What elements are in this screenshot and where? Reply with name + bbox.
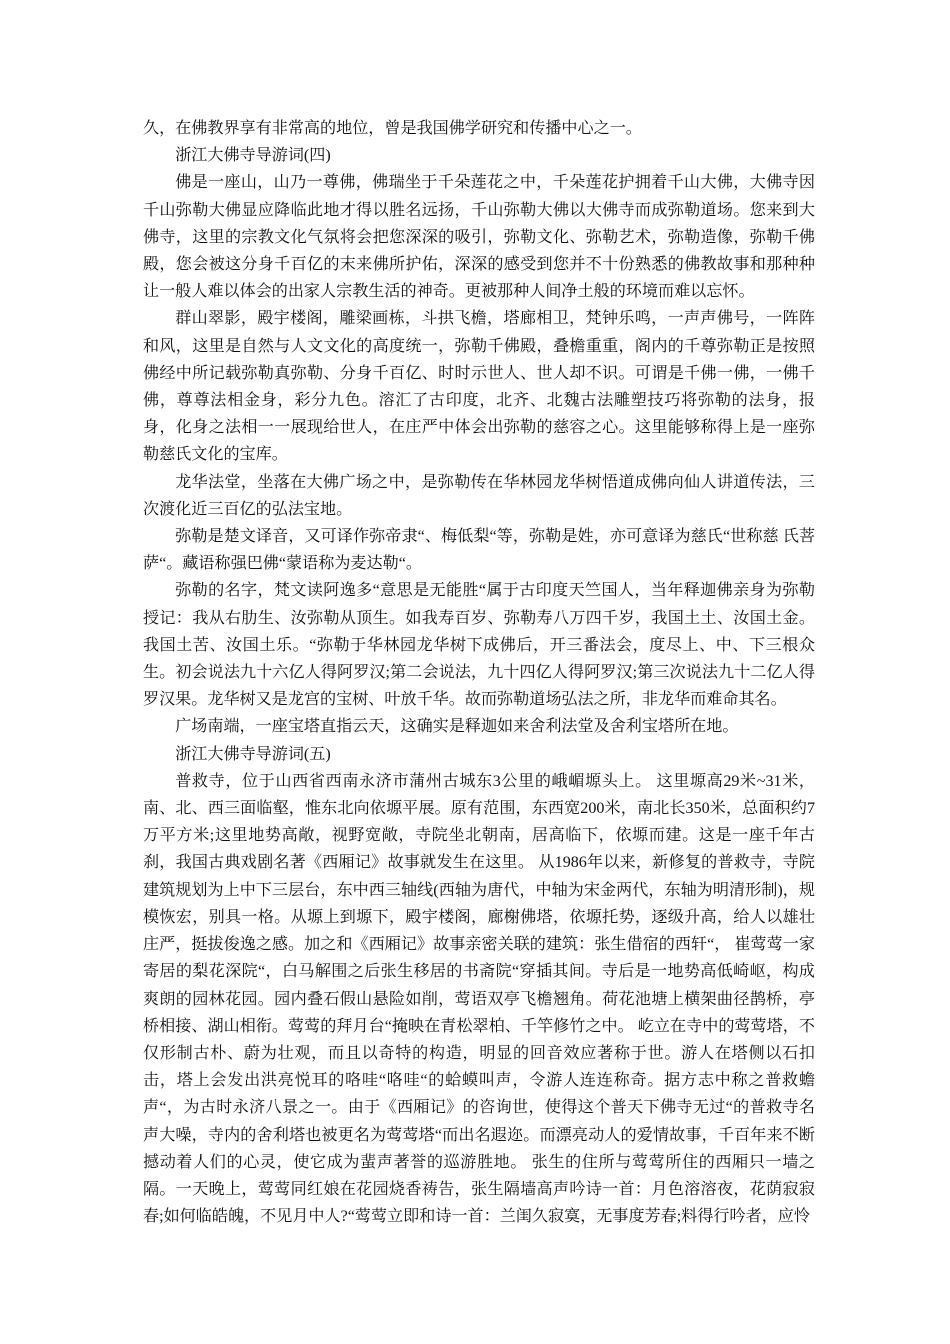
paragraph: 普救寺，位于山西省西南永济市蒲州古城东3公里的峨嵋塬头上。 这里塬高29米~31米，南、北、西三面临壑，惟东北向依塬平展。原有范围，东西宽200米，南北长350米，总面积约7万平方米;这里地势高敞，视野宽敞，寺院坐北朝南，居高临下，依塬而建。这是一座千年古刹，我国古典戏剧名著《西厢记》故事就发生在这里。 从1986年以来，新修复的普救寺，寺院建筑规划为上中下三层台，东中西三轴线(西轴为唐代，中轴为宋金两代，东轴为明清形制)，规模恢宏，别具一格。从塬上到塬下，殿宇楼阁，廊榭佛塔，依塬托势，逐级升高，给人以雄壮庄严，挺拔俊逸之感。加之和《西厢记》故事亲密关联的建筑：张生借宿的西轩“， 崔莺莺一家寄居的梨花深院“，白马解围之后张生移居的书斋院“穿插其间。寺后是一地势高低崎岖，构成爽朗的园林花园。园内叠石假山悬险如削，莺语双亭飞檐翘角。荷花池塘上横架曲径鹊桥，亭桥相接、湖山相衔。莺莺的拜月台“掩映在青松翠柏、千竿修竹之中。 屹立在寺中的莺莺塔，不仅形制古朴、蔚为壮观，而且以奇特的构造，明显的回音效应著称于世。游人在塔侧以石扣击，塔上会发出洪亮悦耳的咯哇“咯哇“的蛤蟆叫声，令游人连连称奇。据方志中称之普救蟾声“，为古时永济八景之一。由于《西厢记》的咨询世，使得这个普天下佛寺无过“的普救寺名声大噪，寺内的舍利塔也被更名为莺莺塔“而出名遐迩。而漂亮动人的爱情故事，千百年来不断撼动着人们的心灵，使它成为蜚声著誉的巡游胜地。 张生的住所与莺莺所住的西厢只一墙之隔。一天晚上，莺莺同红娘在花园烧香祷告，张生隔墙高声吟诗一首：月色溶溶夜，花荫寂寂春;如何临皓魄，不见月中人?“莺莺立即和诗一首：兰闺久寂寞，无事度芳春;料得行吟者，应怜 (143, 772, 815, 1226)
paragraph: 弥勒是楚文译音，又可译作弥帝隶“、梅低梨“等，弥勒是姓，亦可意译为慈氏“世称慈 氏菩萨“。藏语称强巴佛“蒙语称为麦达勒“。 (143, 528, 815, 573)
section-heading-5: 浙江大佛寺导游词(五) (175, 745, 331, 763)
paragraph-continuation: 久，在佛教界享有非常高的地位，曾是我国佛学研究和传播中心之一。 (143, 120, 642, 137)
paragraph: 群山翠影，殿宇楼阁，雕梁画栋，斗拱飞檐，塔廊相卫，梵钟乐鸣，一声声佛号，一阵阵和风，这里是自然与人文文化的高度统一，弥勒千佛殿，叠檐重重，阁内的千尊弥勒正是按照佛经中所记载弥勒真弥勒、分身千百亿、时时示世人、世人却不识。可谓是千佛一佛，一佛千佛，尊尊法相金身，彩分九色。溶汇了古印度，北齐、北魏古法雕塑技巧将弥勒的法身，报身，化身之法相一一展现给世人，在庄严中体会出弥勒的慈容之心。这里能够称得上是一座弥勒慈氏文化的宝库。 (143, 310, 815, 464)
paragraph: 弥勒的名字，梵文读阿逸多“意思是无能胜“属于古印度天竺国人，当年释迦佛亲身为弥勒授记：我从右肋生、汝弥勒从顶生。如我寿百岁、弥勒寿八万四千岁，我国土土、汝国土金。我国土苦、汝国土乐。“弥勒于华林园龙华树下成佛后，开三番法会，度尽上、中、下三根众生。初会说法九十六亿人得阿罗汉;第二会说法，九十四亿人得阿罗汉;第三次说法九十二亿人得罗汉果。龙华树又是龙宫的宝树、叶放千华。故而弥勒道场弘法之所，非龙华而难命其名。 (143, 582, 815, 709)
paragraph: 广场南端，一座宝塔直指云天，这确实是释迦如来舍利法堂及舍利宝塔所在地。 (175, 718, 739, 736)
paragraph: 龙华法堂，坐落在大佛广场之中，是弥勒传在华林园龙华树悟道成佛向仙人讲道传法，三次渡化近三百亿的弘法宝地。 (143, 473, 815, 518)
document-page (143, 115, 815, 1230)
paragraph: 佛是一座山，山乃一尊佛，佛瑞坐于千朵莲花之中，千朵莲花护拥着千山大佛，大佛寺因千山弥勒大佛显应降临此地才得以胜名远扬，千山弥勒大佛以大佛寺而成弥勒道场。您来到大佛寺，这里的宗教文化气氛将会把您深深的吸引，弥勒文化、弥勒艺术，弥勒造像，弥勒千佛殿，您会被这分身千百亿的末来佛所护佑，深深的感受到您并不十份熟悉的佛教故事和那种种让一般人难以体会的出家人宗教生活的神奇。更被那种人间净土般的环境而难以忘怀。 (143, 174, 815, 301)
section-heading-4: 浙江大佛寺导游词(四) (175, 147, 331, 165)
